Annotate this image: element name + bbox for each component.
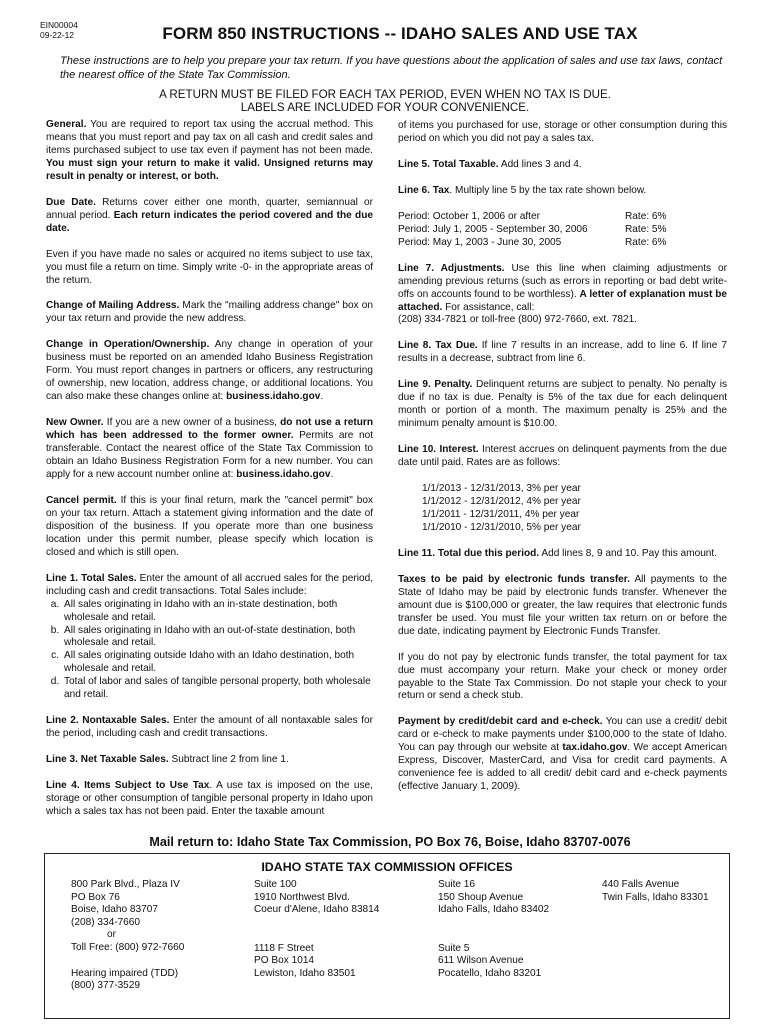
mail-return-address: Mail return to: Idaho State Tax Commission, PO Box 76, Boise, Idaho 83707-0076 bbox=[149, 835, 631, 849]
general-bold: You must sign your return to make it valid. Unsigned returns may result in penalty or interest, or both. bbox=[46, 157, 373, 182]
new-owner-text-2: Permits are not transferable. Contact the nearest office of the State Tax Commission to obtain an Idaho Business Registration Form for a new number. You can apply for a new account number online at: bbox=[46, 430, 373, 480]
line10-heading: Line 10. Interest. bbox=[398, 444, 479, 456]
notice-line-2: LABELS ARE INCLUDED FOR YOUR CONVENIENCE. bbox=[240, 101, 530, 114]
card-heading: Payment by credit/debit card and e-check. bbox=[398, 716, 603, 728]
line2-heading: Line 2. Nontaxable Sales. bbox=[46, 715, 170, 727]
office-column-2 bbox=[254, 879, 379, 981]
list-text: All sales originating in Idaho with an in-state destination, both wholesale and retail. bbox=[64, 598, 338, 623]
ownership-text: Any change in operation of your business must be reported on an amended Idaho Business Registration Form. You must report changes in partners or officers, any restructuring of ownership, new location, address change, or additional locations. You can also make these changes online at: bbox=[46, 339, 373, 403]
rate-period: Period: July 1, 2005 - September 30, 2006 bbox=[398, 223, 588, 235]
line8-section bbox=[398, 340, 727, 366]
mailing-section bbox=[46, 300, 373, 326]
ownership-section bbox=[46, 339, 373, 404]
line11-text: Add lines 8, 9 and 10. Pay this amount. bbox=[539, 547, 718, 559]
office-coeur-dalene bbox=[254, 879, 379, 917]
general-text: You are required to report tax using the accrual method. This means that you must report and pay tax on all cash and credit sales and items purchased subject to use tax even if payment has not been made. bbox=[46, 119, 373, 156]
office-line: PO Box 1014 bbox=[254, 955, 315, 967]
office-pocatello bbox=[438, 943, 549, 981]
right-column bbox=[398, 120, 727, 794]
line4-continued: of items you purchased for use, storage or other consumption during this period on which you did not pay a sales tax. bbox=[398, 120, 727, 144]
line7-text-2: For assistance, call: bbox=[442, 301, 535, 313]
table-row bbox=[398, 237, 727, 250]
mailing-text: Mark the "mailing address change" box on your tax return and provide the new address. bbox=[46, 300, 374, 325]
list-item: 1/1/2012 - 12/31/2012, 4% per year bbox=[422, 496, 581, 508]
ownership-end: . bbox=[320, 391, 324, 403]
line1-section bbox=[46, 573, 373, 599]
new-owner-section bbox=[46, 417, 373, 482]
office-line: Suite 5 bbox=[438, 942, 470, 954]
office-column-3 bbox=[438, 879, 549, 981]
line7-heading: Line 7. Adjustments. bbox=[398, 262, 505, 274]
filing-notice bbox=[60, 88, 710, 114]
cancel-permit-section bbox=[46, 495, 373, 560]
interest-rate-list bbox=[398, 483, 727, 535]
no-eft-section: If you do not pay by electronic funds transfer, the total payment for tax due must accompany your return. Make your check or money order payable to the State Tax Commission. Do not staple your check to your return or send a check stub. bbox=[398, 651, 727, 702]
office-line: 1118 F Street bbox=[254, 942, 314, 954]
form-date: 09-22-12 bbox=[40, 30, 75, 40]
list-text: All sales originating outside Idaho with an Idaho destination, both wholesale and retail. bbox=[64, 650, 355, 675]
ownership-link[interactable]: business.idaho.gov bbox=[226, 391, 321, 403]
new-owner-link[interactable]: business.idaho.gov bbox=[236, 468, 331, 480]
office-idaho-falls bbox=[438, 879, 549, 917]
line4-text: . A use tax is imposed on the use, storage or other consumption of tangible personal property in Idaho upon which a sales tax has not been paid. Enter the taxable amount bbox=[46, 780, 373, 817]
general-section bbox=[46, 119, 373, 184]
line6-heading: Line 6. Tax bbox=[398, 184, 450, 196]
line7-text: Use this line when claiming adjustments or amending previous returns (such as errors in reporting or bad debt write-offs on accounts found to be worthless). bbox=[398, 262, 727, 300]
offices-box bbox=[44, 853, 730, 1019]
list-marker: b. bbox=[50, 624, 60, 636]
line3-section bbox=[46, 754, 373, 767]
mailing-heading: Change of Mailing Address. bbox=[46, 300, 180, 312]
office-line: Suite 16 bbox=[438, 879, 476, 890]
new-owner-heading: New Owner. bbox=[46, 417, 104, 429]
line9-section bbox=[398, 379, 727, 431]
office-line: 800 Park Blvd., Plaza IV bbox=[71, 879, 180, 890]
offices-title: IDAHO STATE TAX COMMISSION OFFICES bbox=[261, 860, 513, 874]
office-line: 1910 Northwest Blvd. bbox=[254, 891, 350, 903]
list-item: 1/1/2011 - 12/31/2011, 4% per year bbox=[422, 508, 580, 520]
office-line: Idaho Falls, Idaho 83402 bbox=[438, 904, 550, 916]
line7-bold: A letter of explanation must be attached. bbox=[398, 288, 727, 313]
list-item: 1/1/2013 - 12/31/2013, 3% per year bbox=[422, 483, 581, 495]
office-lewiston bbox=[254, 943, 379, 981]
ownership-heading: Change in Operation/Ownership. bbox=[46, 339, 210, 351]
line5-text: Add lines 3 and 4. bbox=[498, 158, 582, 170]
rate-value: Rate: 5% bbox=[625, 223, 667, 235]
rate-value: Rate: 6% bbox=[625, 236, 667, 248]
table-row bbox=[398, 211, 727, 224]
line7-section bbox=[398, 263, 727, 328]
line9-heading: Line 9. Penalty. bbox=[398, 379, 473, 391]
line7-phone: (208) 334-7821 or toll-free (800) 972-7660, ext. 7821. bbox=[398, 314, 638, 326]
new-owner-text: If you are a new owner of a business, bbox=[103, 417, 281, 429]
office-line: Coeur d'Alene, Idaho 83814 bbox=[254, 904, 380, 916]
list-item bbox=[46, 599, 373, 625]
rate-period: Period: October 1, 2006 or after bbox=[398, 210, 540, 222]
line2-text: Enter the amount of all nontaxable sales for the period, including cash and credit transactions. bbox=[46, 715, 373, 740]
line10-text: Interest accrues on delinquent payments from the due date until paid. Rates are as follows: bbox=[398, 444, 728, 469]
office-line: 150 Shoup Avenue bbox=[438, 891, 524, 903]
line1-list bbox=[46, 599, 373, 703]
rate-value: Rate: 6% bbox=[625, 210, 667, 222]
office-line: Lewiston, Idaho 83501 bbox=[254, 967, 356, 979]
office-tdd-phone: (800) 377-3529 bbox=[71, 980, 141, 992]
line5-heading: Line 5. Total Taxable. bbox=[398, 158, 499, 170]
line4-heading: Line 4. Items Subject to Use Tax bbox=[46, 780, 210, 792]
card-text-2: . We accept American Express, Discover, MasterCard, and Visa for credit card payments. A convenience fee is added to all credit/ debit card and e-check payments (effective January 1, 2009). bbox=[398, 742, 727, 793]
list-item bbox=[46, 650, 373, 676]
office-line: 440 Falls Avenue bbox=[602, 879, 680, 890]
list-item bbox=[46, 676, 373, 702]
office-line: or bbox=[107, 929, 116, 941]
line11-heading: Line 11. Total due this period. bbox=[398, 547, 540, 559]
office-toll-free: Toll Free: (800) 972-7660 bbox=[71, 941, 185, 953]
due-text: Returns cover either one month, quarter, semiannual or annual period. bbox=[46, 196, 374, 221]
list-marker: c. bbox=[51, 650, 59, 662]
rate-period: Period: May 1, 2003 - June 30, 2005 bbox=[398, 236, 562, 248]
list-item: 1/1/2010 - 12/31/2010, 5% per year bbox=[422, 521, 581, 533]
line4-section bbox=[46, 780, 373, 819]
line6-text: . Multiply line 5 by the tax rate shown below. bbox=[449, 184, 647, 196]
page-title: FORM 850 INSTRUCTIONS -- IDAHO SALES AND USE TAX bbox=[162, 24, 638, 43]
eft-text: All payments to the State of Idaho may be paid by electronic funds transfer. Whenever the amount due is $100,000 or greater, the law requires that electronic funds transfer be used. You must file your written tax return on or before the due date, indicating payment by Electronic Funds Transfer. bbox=[398, 573, 727, 637]
office-line: Boise, Idaho 83707 bbox=[71, 904, 158, 916]
line2-section bbox=[46, 715, 373, 741]
due-heading: Due Date. bbox=[46, 196, 96, 208]
line8-heading: Line 8. Tax Due. bbox=[398, 340, 478, 352]
line1-text: Enter the amount of all accrued sales for the period, including cash and credit transactions. Total Sales include: bbox=[46, 572, 373, 597]
eft-heading: Taxes to be paid by electronic funds transfer. bbox=[398, 573, 630, 585]
list-text: Total of labor and sales of tangible personal property, both wholesale and retail. bbox=[64, 676, 371, 701]
table-row bbox=[398, 224, 727, 237]
office-line: Pocatello, Idaho 83201 bbox=[438, 967, 542, 979]
line8-text: If line 7 results in an increase, add to line 6. If line 7 results in a decrease, subtract from line 6. bbox=[398, 340, 727, 365]
line6-section bbox=[398, 185, 727, 198]
office-line: Hearing impaired (TDD) bbox=[71, 967, 179, 979]
notice-line-1: A RETURN MUST BE FILED FOR EACH TAX PERIOD, EVEN WHEN NO TAX IS DUE. bbox=[159, 88, 611, 101]
cancel-text: If this is your final return, mark the "cancel permit" box on your tax return. Attach a statement giving information and the date of disposition of the business. If you operate more than one business location under this permit number, please specify which location is closed and which is still open. bbox=[46, 494, 373, 558]
list-marker: a. bbox=[50, 598, 60, 610]
general-heading: General. bbox=[46, 119, 87, 130]
line11-section bbox=[398, 548, 727, 561]
form-code: EIN00004 bbox=[40, 20, 78, 30]
list-text: All sales originating in Idaho with an out-of-state destination, both wholesale and retail. bbox=[64, 624, 356, 649]
line1-heading: Line 1. Total Sales. bbox=[46, 572, 137, 584]
tax-rate-table bbox=[398, 211, 727, 250]
due-date-section bbox=[46, 197, 373, 236]
card-text: You can use a credit/ debit card or e-check to make payments under $100,000 to the state of Idaho. You can pay through our website at bbox=[398, 716, 727, 754]
office-line: Suite 100 bbox=[254, 879, 297, 890]
office-line: Twin Falls, Idaho 83301 bbox=[602, 891, 709, 903]
line3-heading: Line 3. Net Taxable Sales. bbox=[46, 754, 169, 766]
due-bold: Each return indicates the period covered and the due date. bbox=[46, 209, 373, 234]
eft-section bbox=[398, 574, 727, 639]
left-column bbox=[46, 119, 373, 819]
office-line: PO Box 76 bbox=[71, 891, 120, 903]
intro-text: These instructions are to help you prepare your tax return. If you have questions about the application of sales and use tax laws, contact the nearest office of the State Tax Commission. bbox=[60, 55, 723, 81]
list-item bbox=[46, 625, 373, 651]
no-sales-section: Even if you have made no sales or acquired no items subject to use tax, you must file a return on time. Simply write -0- in the appropriate areas of the return. bbox=[46, 248, 373, 286]
new-owner-end: . bbox=[330, 468, 334, 480]
cancel-heading: Cancel permit. bbox=[46, 494, 117, 506]
office-phone: (208) 334-7660 bbox=[71, 916, 141, 928]
office-twin-falls bbox=[602, 879, 709, 904]
office-boise bbox=[71, 879, 184, 993]
card-payment-section bbox=[398, 716, 727, 794]
line5-section bbox=[398, 159, 727, 172]
list-marker: d. bbox=[50, 676, 60, 688]
line10-section bbox=[398, 444, 727, 470]
office-line: 611 Wilson Avenue bbox=[438, 955, 524, 967]
line9-text: Delinquent returns are subject to penalty. No penalty is due if no tax is due. Penalty is 5% of the tax due for each delinquent month or portion of a month. The maximum penalty is 25% and the minimum penalty amount is $10.00. bbox=[398, 379, 727, 430]
new-owner-bold: do not use a return which has been addressed to the former owner. bbox=[46, 417, 373, 442]
card-link[interactable]: tax.idaho.gov bbox=[562, 742, 628, 754]
line3-text: Subtract line 2 from line 1. bbox=[168, 754, 289, 766]
